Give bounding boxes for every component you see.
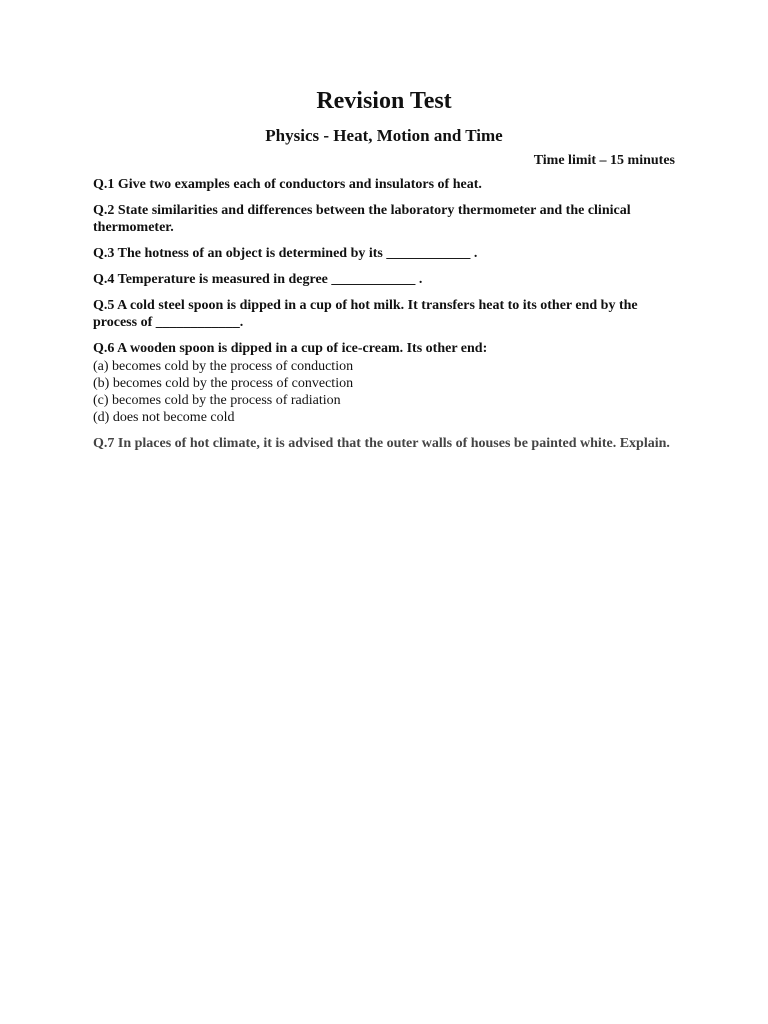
- page-subtitle: Physics - Heat, Motion and Time: [265, 126, 503, 145]
- option-d: (d) does not become cold: [93, 410, 235, 425]
- question-text: Q.5 A cold steel spoon is dipped in a cup of hot milk. It transfers heat to its other end by the process of ____________.: [93, 298, 638, 330]
- question-1: [93, 176, 675, 193]
- question-text: Q.3 The hotness of an object is determined by its ____________ .: [93, 246, 478, 261]
- page-title: Revision Test: [316, 88, 452, 114]
- option-c: (c) becomes cold by the process of radiation: [93, 393, 341, 408]
- question-7: [93, 435, 675, 452]
- question-text: Q.4 Temperature is measured in degree ____________ .: [93, 272, 423, 287]
- question-6: [93, 340, 675, 426]
- question-4: [93, 271, 675, 288]
- question-text: Q.7 In places of hot climate, it is advised that the outer walls of houses be painted white. Explain.: [93, 436, 670, 451]
- test-page: [93, 86, 675, 461]
- option-a: (a) becomes cold by the process of conduction: [93, 359, 354, 374]
- time-limit-label: Time limit – 15 minutes: [533, 153, 675, 168]
- question-text: Q.6 A wooden spoon is dipped in a cup of ice-cream. Its other end:: [93, 341, 488, 356]
- question-5: [93, 297, 675, 331]
- question-text: Q.1 Give two examples each of conductors and insulators of heat.: [93, 177, 482, 192]
- question-text: Q.2 State similarities and differences between the laboratory thermometer and the clinical thermometer.: [93, 203, 631, 235]
- question-3: [93, 245, 675, 262]
- answer-options: [93, 358, 675, 426]
- question-2: [93, 202, 675, 236]
- option-b: (b) becomes cold by the process of convection: [93, 376, 354, 391]
